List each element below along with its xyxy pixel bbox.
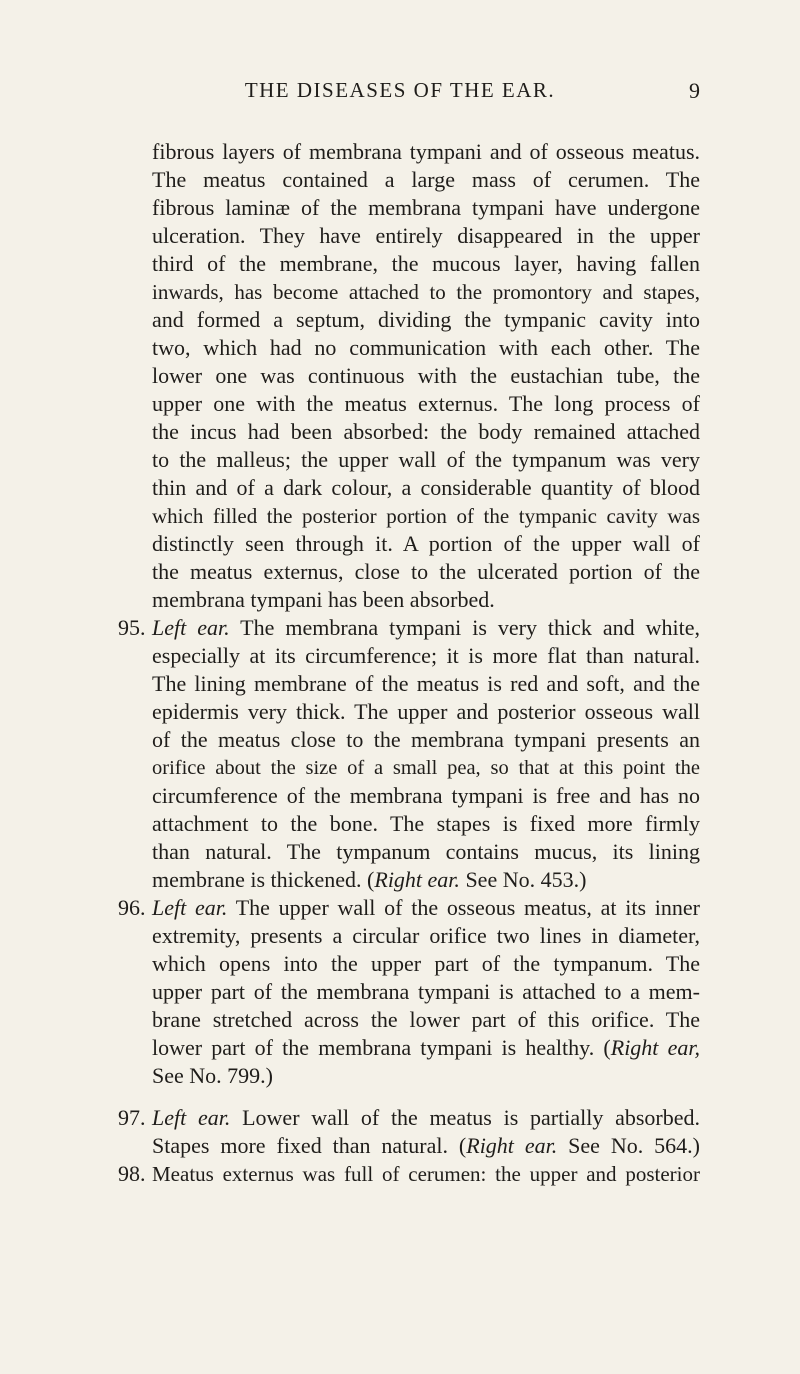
text-line: Meatus externus was full of cerumen: the upper and posterior [152,1162,700,1186]
entry-text: The upper wall of the osseous meatus, at its inner [227,895,700,920]
entry-number: 95. [118,615,146,640]
page-number: 9 [689,78,700,103]
text-line: inwards, has become attached to the promontory and stapes, [152,280,700,304]
entry-text: Stapes more fixed than natural. ( [152,1133,467,1158]
entry-text: See No. 453.) [459,867,587,892]
text-line: See No. 799.) [152,1063,273,1088]
entry-heading: Left ear. [152,615,230,640]
text-line: The lining membrane of the meatus is red and soft, and the [152,671,700,696]
running-title: THE DISEASES OF THE EAR. [244,78,556,102]
entry-heading: Left ear. [152,895,228,920]
text-line: than natural. The tympanum contains mucus, its lining [152,839,700,864]
text-line: distinctly seen through it. A portion of the upper wall of [152,531,700,556]
text-line: to the malleus; the upper wall of the tympanum was very [152,447,700,472]
text-line: ulceration. They have entirely disappeared in the upper [152,223,700,248]
text-line: the meatus externus, close to the ulcerated portion of the [152,559,700,584]
text-line: especially at its circumference; it is more flat than natural. [152,643,700,668]
text-line: The meatus contained a large mass of cerumen. The [152,167,700,192]
text-line [152,866,586,894]
entry-text: membrane is thickened. ( [152,867,375,892]
text-line: the incus had been absorbed: the body remained attached [152,419,700,444]
entry-text: lower part of the membrana tympani is healthy. ( [152,1035,611,1060]
text-line: membrana tympani has been absorbed. [152,587,495,612]
text-line [152,894,700,922]
text-line: two, which had no communication with each other. The [152,335,700,360]
text-line: attachment to the bone. The stapes is fixed more firmly [152,811,700,836]
entry-text: The membrana tympani is very thick and white, [229,615,700,640]
page-header [0,78,800,108]
text-line: upper part of the membrana tympani is attached to a mem- [152,979,700,1004]
text-line: which opens into the upper part of the tympanum. The [152,951,700,976]
text-line: circumference of the membrana tympani is free and has no [152,783,700,808]
text-line: fibrous layers of membrana tympani and of osseous meatus. [152,139,700,164]
entry-number: 98. [118,1161,146,1186]
text-line: upper one with the meatus externus. The long process of [152,391,700,416]
text-line: which filled the posterior portion of the tympanic cavity was [152,504,700,528]
text-line: thin and of a dark colour, a considerable quantity of blood [152,475,700,500]
text-line: of the meatus close to the membrana tympani presents an [152,727,700,752]
text-line: epidermis very thick. The upper and posterior osseous wall [152,699,700,724]
text-line: third of the membrane, the mucous layer, having fallen [152,251,700,276]
text-line: lower one was continuous with the eustachian tube, the [152,363,700,388]
text-line: orifice about the size of a small pea, so that at this point the [152,757,700,779]
entry-heading: Left ear. [152,1105,231,1130]
text-line [152,1104,700,1132]
cross-reference: Right ear. [466,1133,558,1158]
cross-reference: Right ear. [374,867,460,892]
entry-number: 96. [118,895,146,920]
text-line: fibrous laminæ of the membrana tympani have undergone [152,195,700,220]
text-line: brane stretched across the lower part of this orifice. The [152,1007,700,1032]
text-line [152,1132,700,1160]
text-line [152,614,700,642]
text-line [152,1034,700,1062]
entry-text: See No. 564.) [557,1133,700,1158]
text-line: extremity, presents a circular orifice two lines in diameter, [152,923,700,948]
entry-text: Lower wall of the meatus is partially absorbed. [230,1105,700,1130]
text-line: and formed a septum, dividing the tympanic cavity into [152,307,700,332]
cross-reference: Right ear, [610,1035,700,1060]
entry-number: 97. [118,1105,146,1130]
